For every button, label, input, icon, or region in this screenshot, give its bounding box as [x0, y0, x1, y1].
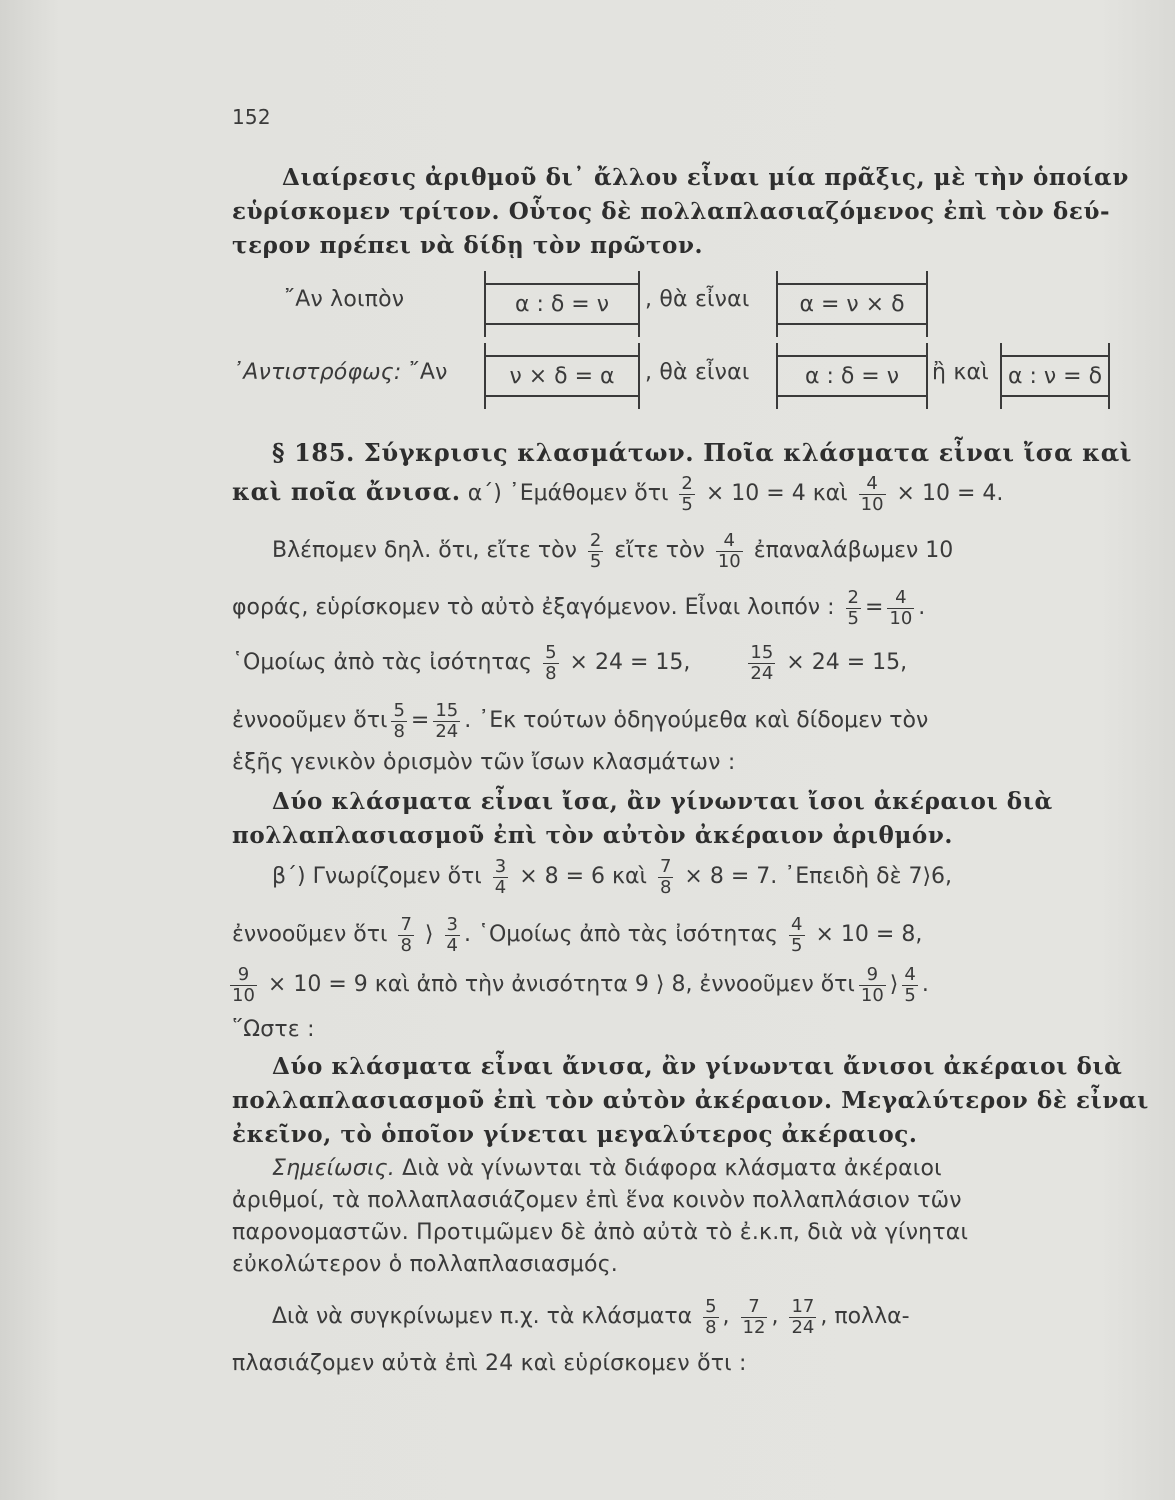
comma: , — [722, 1304, 730, 1329]
numerator: 4 — [716, 531, 743, 552]
fraction-2-5 — [588, 531, 603, 572]
intro-line-2: εὑρίσκομεν τρίτον. Οὗτος δὲ πολλαπλασιαζόμενος ἐπὶ τὸν δεύ- — [232, 198, 1111, 225]
page-number: 152 — [232, 105, 271, 129]
numerator: 4 — [791, 913, 803, 935]
denominator: 8 — [545, 662, 557, 684]
fraction-5-8 — [391, 701, 406, 742]
text: εἴτε τὸν — [614, 538, 705, 563]
fraction-5-8 — [543, 643, 558, 684]
numerator: 5 — [705, 1295, 717, 1317]
line-last — [272, 1295, 910, 1339]
numerator: 4 — [904, 963, 916, 985]
numerator: 15 — [750, 641, 774, 663]
numerator: 2 — [847, 586, 859, 608]
denominator: 24 — [791, 1316, 815, 1338]
rule1-line-1: Δύο κλάσματα εἶναι ἴσα, ἂν γίνωνται ἴσοι ἀκέραιοι διὰ — [272, 788, 1053, 815]
formula-or: ἢ καὶ — [932, 360, 989, 385]
equals: = — [864, 595, 884, 620]
numerator: 5 — [545, 641, 557, 663]
denominator: 8 — [705, 1316, 717, 1338]
denominator: 10 — [860, 493, 884, 515]
fraction-4-5 — [789, 915, 804, 956]
text: × 10 = 4 καὶ — [705, 481, 848, 506]
note-line-1 — [272, 1156, 942, 1182]
numerator: 7 — [659, 855, 672, 877]
intro-line-3: τερον πρέπει νὰ δίδῃ τὸν πρῶτον. — [232, 232, 704, 259]
formula-box-division2: α : δ = ν — [776, 355, 928, 397]
fraction-3-4 — [493, 857, 508, 898]
denominator: 8 — [400, 934, 412, 956]
text: × 10 = 9 καὶ ἀπὸ τὴν ἀνισότητα 9 ⟩ 8, ἐννοοῦμεν ὅτι — [267, 972, 855, 997]
fraction-2-5 — [679, 474, 694, 515]
text: ῾Ομοίως ἀπὸ τὰς ἰσότητας — [232, 650, 533, 675]
fraction-5-8 — [703, 1297, 718, 1338]
denominator: 10 — [860, 984, 884, 1006]
text: . ῾Ομοίως ἀπὸ τὰς ἰσότητας — [463, 922, 779, 947]
denominator: 4 — [494, 876, 507, 898]
denominator: 5 — [681, 493, 693, 515]
section-heading-2: καὶ ποῖα ἄνισα. — [232, 477, 461, 506]
numerator: 9 — [230, 965, 257, 986]
text: × 24 = 15, — [569, 650, 691, 675]
numerator: 3 — [494, 855, 507, 877]
note-line-4: εὐκολώτερον ὁ πολλαπλασιασμός. — [232, 1252, 618, 1277]
text: α΄) ᾿Εμάθομεν ὅτι — [467, 481, 669, 506]
text: × 10 = 8, — [815, 922, 923, 947]
text: × 10 = 4. — [896, 481, 1004, 506]
dot: . — [921, 972, 929, 997]
denominator: 5 — [791, 934, 803, 956]
text: φοράς, εὑρίσκομεν τὸ αὐτὸ ἐξαγόμενον. Εἶναι λοιπόν : — [232, 595, 835, 620]
fraction-7-8 — [658, 857, 673, 898]
line-c — [232, 913, 922, 957]
numerator: 4 — [887, 588, 914, 609]
numerator: 3 — [446, 913, 458, 935]
rule2-line-2: πολλαπλασιασμοῦ ἐπὶ τὸν αὐτὸν ἀκέραιον. Μεγαλύτερον δὲ εἶναι — [232, 1087, 1149, 1114]
denominator: 8 — [659, 876, 672, 898]
numerator: 9 — [859, 965, 886, 986]
definition-line: ἑξῆς γενικὸν ὁρισμὸν τῶν ἴσων κλασμάτων : — [232, 750, 736, 775]
denominator: 5 — [847, 607, 859, 629]
fraction-3-4 — [445, 915, 460, 956]
greater-than: ⟩ — [424, 922, 434, 947]
text: Διὰ νὰ γίνωνται τὰ διάφορα κλάσματα ἀκέραιοι — [402, 1156, 942, 1181]
denominator: 8 — [393, 720, 405, 742]
if-label: ῎Αν — [408, 360, 448, 385]
denominator: 10 — [232, 984, 255, 1006]
text: ἐπαναλάβωμεν 10 — [753, 538, 954, 563]
denominator: 5 — [589, 550, 602, 572]
text: × 8 = 7. ᾿Επειδὴ δὲ 7⟩6, — [684, 864, 953, 889]
line-b — [272, 855, 952, 899]
line-understand — [232, 699, 928, 743]
note-line-3: παρονομαστῶν. Προτιμῶμεν δὲ ἀπὸ αὐτὰ τὸ ἐ.κ.π, διὰ νὰ γίνηται — [232, 1220, 969, 1245]
text: . ᾿Εκ τούτων ὁδηγούμεθα καὶ δίδομεν τὸν — [464, 708, 929, 733]
fraction-4-10 — [716, 531, 743, 572]
formula-box-division3: α : ν = δ — [1000, 355, 1110, 397]
greater-than: ⟩ — [889, 972, 899, 997]
text: ἐννοοῦμεν ὅτι — [232, 922, 388, 947]
denominator: 5 — [904, 984, 916, 1006]
formula-row2-mid: , θὰ εἶναι — [645, 360, 750, 385]
fraction-15-24 — [433, 701, 460, 742]
text: Βλέπομεν δηλ. ὅτι, εἴτε τὸν — [272, 538, 577, 563]
last-line-2: πλασιάζομεν αὐτὰ ἐπὶ 24 καὶ εὑρίσκομεν ὅτι : — [232, 1351, 747, 1376]
formula-row1-mid: , θὰ εἶναι — [645, 287, 750, 312]
formula-box-product: α = ν × δ — [776, 283, 928, 325]
denominator: 12 — [742, 1316, 766, 1338]
formula-row2-label — [232, 360, 448, 386]
dot: . — [918, 595, 926, 620]
line-see — [272, 529, 953, 573]
rule2-line-1: Δύο κλάσματα εἶναι ἄνισα, ἂν γίνωνται ἄνισοι ἀκέραιοι διὰ — [272, 1053, 1123, 1080]
intro-line-1: Διαίρεσις ἀριθμοῦ δι᾿ ἄλλου εἶναι μία πρᾶξις, μὲ τὴν ὁποίαν — [282, 164, 1129, 191]
denominator: 10 — [717, 550, 741, 572]
denominator: 24 — [435, 720, 459, 742]
numerator: 7 — [741, 1297, 768, 1318]
numerator: 17 — [791, 1295, 815, 1317]
numerator: 5 — [393, 699, 405, 721]
line-similarly — [232, 641, 907, 685]
fraction-15-24 — [748, 643, 775, 684]
formula-row1-label: ῎Αν λοιπὸν — [284, 287, 405, 312]
fraction-9-10 — [859, 965, 886, 1006]
fraction-17-24 — [789, 1297, 816, 1338]
fraction-4-5 — [902, 965, 917, 1006]
numerator: 15 — [435, 699, 459, 721]
numerator: 2 — [681, 472, 693, 494]
text: Διὰ νὰ συγκρίνωμεν π.χ. τὰ κλάσματα — [272, 1304, 693, 1329]
numerator: 7 — [400, 913, 412, 935]
formula-box-product2: ν × δ = α — [484, 355, 640, 397]
text: πολλα- — [834, 1304, 910, 1329]
line-times — [232, 586, 925, 630]
text: × 24 = 15, — [786, 650, 908, 675]
fraction-9-10 — [230, 965, 257, 1006]
fraction-2-5 — [846, 588, 861, 629]
comma: , — [771, 1304, 779, 1329]
denominator: 4 — [446, 934, 458, 956]
denominator: 24 — [750, 662, 774, 684]
fraction-7-12 — [741, 1297, 768, 1338]
fraction-4-10 — [887, 588, 914, 629]
section-heading: § 185. Σύγκρισις κλασμάτων. Ποῖα κλάσματα εἶναι ἴσα καὶ — [272, 438, 1132, 467]
denominator: 10 — [889, 607, 913, 629]
text: × 8 = 6 καὶ — [519, 864, 647, 889]
conversely-label: ᾿Αντιστρόφως: — [232, 360, 402, 385]
fraction-7-8 — [398, 915, 413, 956]
numerator: 2 — [589, 529, 602, 551]
hence-label: ῞Ωστε : — [232, 1017, 315, 1042]
rule1-line-2: πολλαπλασιασμοῦ ἐπὶ τὸν αὐτὸν ἀκέραιον ἀριθμόν. — [232, 822, 954, 849]
text: ἐννοοῦμεν ὅτι — [232, 708, 388, 733]
line-d — [226, 963, 929, 1007]
line-a — [232, 470, 1003, 516]
numerator: 4 — [859, 474, 886, 495]
rule2-line-3: ἐκεῖνο, τὸ ὁποῖον γίνεται μεγαλύτερος ἀκέραιος. — [232, 1121, 918, 1148]
formula-box-division: α : δ = ν — [484, 283, 640, 325]
note-line-2: ἀριθμοί, τὰ πολλαπλασιάζομεν ἐπὶ ἕνα κοινὸν πολλαπλάσιον τῶν — [232, 1188, 962, 1213]
comma: , — [820, 1304, 828, 1329]
text: β΄) Γνωρίζομεν ὅτι — [272, 864, 482, 889]
equals: = — [410, 708, 430, 733]
note-label: Σημείωσις. — [272, 1156, 395, 1181]
fraction-4-10 — [859, 474, 886, 515]
